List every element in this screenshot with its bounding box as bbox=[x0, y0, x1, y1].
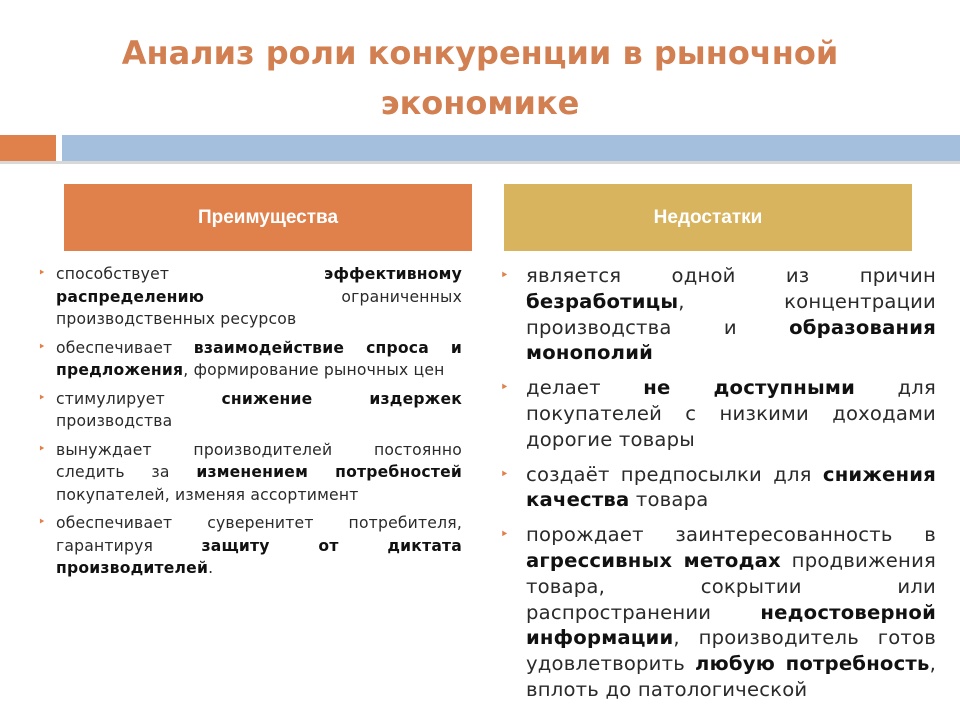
disadvantage-item: ‣ делает не доступными для покупателей с низкими доходами дорогие товары bbox=[496, 375, 936, 452]
disadvantage-item: ‣ порождает заинтересованность в агрессивных методах продвижения товара, сокрытии или распространении недостоверной информации, производитель готов удовлетворить любую потребность, вплоть до патологической bbox=[496, 522, 936, 703]
decorative-band-left bbox=[0, 135, 56, 161]
page-title: Анализ роли конкуренции в рыночной экономике bbox=[121, 34, 839, 122]
advantage-item: ‣ обеспечивает взаимодействие спроса и предложения, формирование рыночных цен bbox=[38, 337, 462, 382]
disadvantage-item: ‣ создаёт предпосылки для снижения качества товара bbox=[496, 462, 936, 514]
advantage-item: ‣ стимулирует снижение издержек производства bbox=[38, 388, 462, 433]
advantages-list bbox=[38, 263, 462, 586]
decorative-band-right bbox=[62, 135, 960, 161]
disadvantages-list bbox=[496, 263, 936, 712]
disadvantages-header: Недостатки bbox=[504, 184, 912, 251]
advantages-header: Преимущества bbox=[64, 184, 472, 251]
disadvantage-item: ‣ является одной из причин безработицы, концентрации производства и образования монополий bbox=[496, 263, 936, 366]
advantage-item: ‣ способствует эффективному распределению ограниченных производственных ресурсов bbox=[38, 263, 462, 331]
decorative-band-line bbox=[0, 161, 960, 164]
advantage-item: ‣ вынуждает производителей постоянно следить за изменением потребностей покупателей, изменяя ассортимент bbox=[38, 439, 462, 507]
advantage-item: ‣ обеспечивает суверенитет потребителя, гарантируя защиту от диктата производителей. bbox=[38, 512, 462, 580]
